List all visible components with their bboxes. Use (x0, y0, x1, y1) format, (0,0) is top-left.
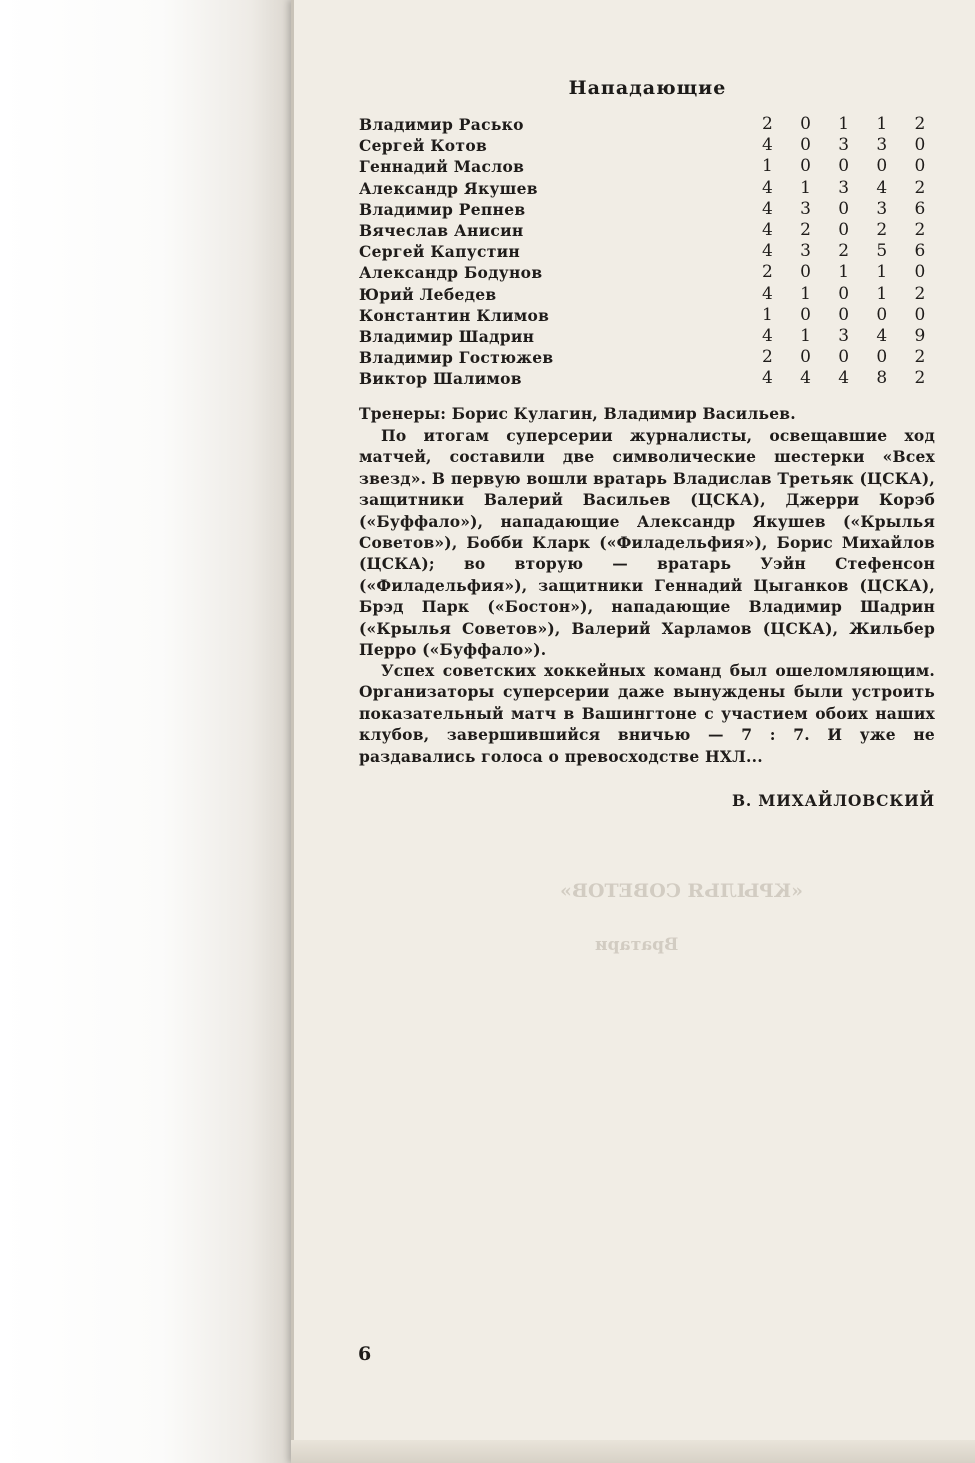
player-row (359, 347, 939, 368)
player-stat: 3 (838, 325, 850, 346)
author-signature: В. МИХАЙЛОВСКИЙ (731, 791, 935, 810)
player-stat: 2 (800, 220, 811, 241)
player-row (359, 114, 939, 135)
player-stat: 1 (876, 114, 888, 135)
player-name: Вячеслав Анисин (359, 221, 524, 241)
forwards-stats-table (359, 114, 939, 389)
player-stat: 0 (914, 262, 926, 283)
trainers-line (359, 403, 935, 424)
player-name: Сергей Капустин (359, 242, 521, 262)
player-stat: 2 (914, 347, 926, 368)
page-bottom-edge (291, 1440, 975, 1463)
show-through-heading: «КРЫЛЬЯ СОВЕТОВ» (560, 880, 803, 902)
player-stat: 0 (838, 156, 850, 177)
player-stat: 0 (800, 156, 811, 177)
player-stat: 4 (761, 135, 773, 156)
player-stat: 0 (838, 304, 850, 325)
success-text: Успех советских хоккейных команд был ошеломляющим. Организаторы суперсерии даже вынуждены были устроить показательный матч в Вашингтоне с участием обоих наших клубов, завершившийся вничью — 7 : 7. И уже не раздавались голоса о превосходстве НХЛ... (359, 661, 935, 766)
player-stat: 4 (838, 368, 850, 389)
player-stat: 4 (761, 325, 773, 346)
player-stat: 1 (838, 262, 850, 283)
page-binding-edge (291, 0, 294, 1463)
player-stat: 0 (800, 347, 811, 368)
player-stat: 2 (838, 241, 850, 262)
player-stat: 0 (800, 304, 811, 325)
all-stars-text: По итогам суперсерии журналисты, освещавшие ход матчей, составили две символические шестерки «Всех звезд». В первую вошли вратарь Владислав Третьяк (ЦСКА), защитники Валерий Васильев (ЦСКА), Джерри Корэб («Буффало»), нападающие Александр Якушев («Крылья Советов»), Бобби Кларк («Филадельфия»), Борис Михайлов (ЦСКА); во вторую — вратарь Уэйн Стефенсон («Филадельфия»), защитники Геннадий Цыганков (ЦСКА), Брэд Парк («Бостон»), нападающие Владимир Шадрин («Крылья Советов»), Валерий Харламов (ЦСКА), Жильбер Перро («Буффало»). (359, 426, 935, 660)
player-row (359, 241, 939, 262)
page-number: 6 (358, 1343, 372, 1365)
player-row (359, 305, 939, 326)
player-row (359, 284, 939, 305)
player-stat: 0 (838, 283, 850, 304)
success-paragraph (359, 660, 935, 767)
player-stat: 1 (876, 283, 888, 304)
player-stat: 1 (761, 156, 773, 177)
player-name: Александр Якушев (359, 178, 538, 198)
player-stat: 3 (876, 135, 888, 156)
player-name: Владимир Шадрин (359, 326, 535, 346)
player-stat: 2 (876, 220, 888, 241)
player-stat: 2 (761, 114, 773, 135)
player-stat: 0 (914, 304, 926, 325)
player-stat: 2 (761, 262, 773, 283)
player-name: Владимир Репнев (359, 199, 526, 219)
player-stat: 0 (914, 156, 926, 177)
player-row (359, 199, 939, 220)
player-stat: 0 (876, 156, 888, 177)
player-row (359, 368, 939, 389)
all-stars-paragraph (359, 425, 935, 660)
player-stat: 0 (800, 114, 811, 135)
player-name: Геннадий Маслов (359, 157, 525, 177)
player-stat: 0 (914, 135, 926, 156)
player-stat: 4 (876, 325, 888, 346)
player-stat: 2 (761, 347, 773, 368)
player-stat: 1 (800, 325, 811, 346)
player-stat: 6 (914, 198, 926, 219)
show-through-subheading: Вратари (595, 935, 679, 955)
player-stat: 0 (876, 347, 888, 368)
player-name: Александр Бодунов (359, 263, 543, 283)
player-stat: 3 (838, 135, 850, 156)
trainers-text: Тренеры: Борис Кулагин, Владимир Васильев. (359, 404, 796, 423)
player-row (359, 178, 939, 199)
player-stat: 0 (800, 135, 811, 156)
player-row (359, 135, 939, 156)
player-name: Сергей Котов (359, 136, 488, 156)
player-stat: 3 (876, 198, 888, 219)
section-title: Нападающие (568, 77, 727, 99)
player-row (359, 262, 939, 283)
player-stat: 2 (914, 114, 926, 135)
player-stat: 8 (876, 368, 888, 389)
player-stat: 4 (761, 241, 773, 262)
player-stat: 1 (800, 283, 811, 304)
player-stat: 1 (838, 114, 850, 135)
player-stat: 3 (800, 198, 811, 219)
player-row (359, 326, 939, 347)
player-stat: 0 (838, 198, 850, 219)
player-stat: 1 (800, 177, 811, 198)
player-stat: 1 (761, 304, 773, 325)
player-stat: 0 (838, 347, 850, 368)
player-name: Владимир Расько (359, 115, 524, 135)
player-stat: 0 (838, 220, 850, 241)
player-stat: 6 (914, 241, 926, 262)
player-stat: 2 (914, 220, 926, 241)
player-stat: 1 (876, 262, 888, 283)
player-stat: 4 (876, 177, 888, 198)
player-name: Владимир Гостюжев (359, 348, 554, 368)
player-stat: 0 (876, 304, 888, 325)
player-name: Виктор Шалимов (359, 369, 522, 389)
player-stat: 5 (876, 241, 888, 262)
player-stat: 2 (914, 177, 926, 198)
player-stat: 2 (914, 368, 926, 389)
player-stat: 2 (914, 283, 926, 304)
player-stat: 9 (914, 325, 926, 346)
player-stat: 0 (800, 262, 811, 283)
player-stat: 4 (761, 198, 773, 219)
player-stat: 4 (761, 220, 773, 241)
player-stat: 3 (838, 177, 850, 198)
desk-background (0, 0, 295, 1463)
player-name: Юрий Лебедев (359, 284, 497, 304)
player-stat: 4 (761, 283, 773, 304)
player-row (359, 156, 939, 177)
player-stat: 4 (800, 368, 811, 389)
player-stat: 4 (761, 177, 773, 198)
player-row (359, 220, 939, 241)
player-stat: 4 (761, 368, 773, 389)
player-name: Константин Климов (359, 305, 550, 325)
player-stat: 3 (800, 241, 811, 262)
